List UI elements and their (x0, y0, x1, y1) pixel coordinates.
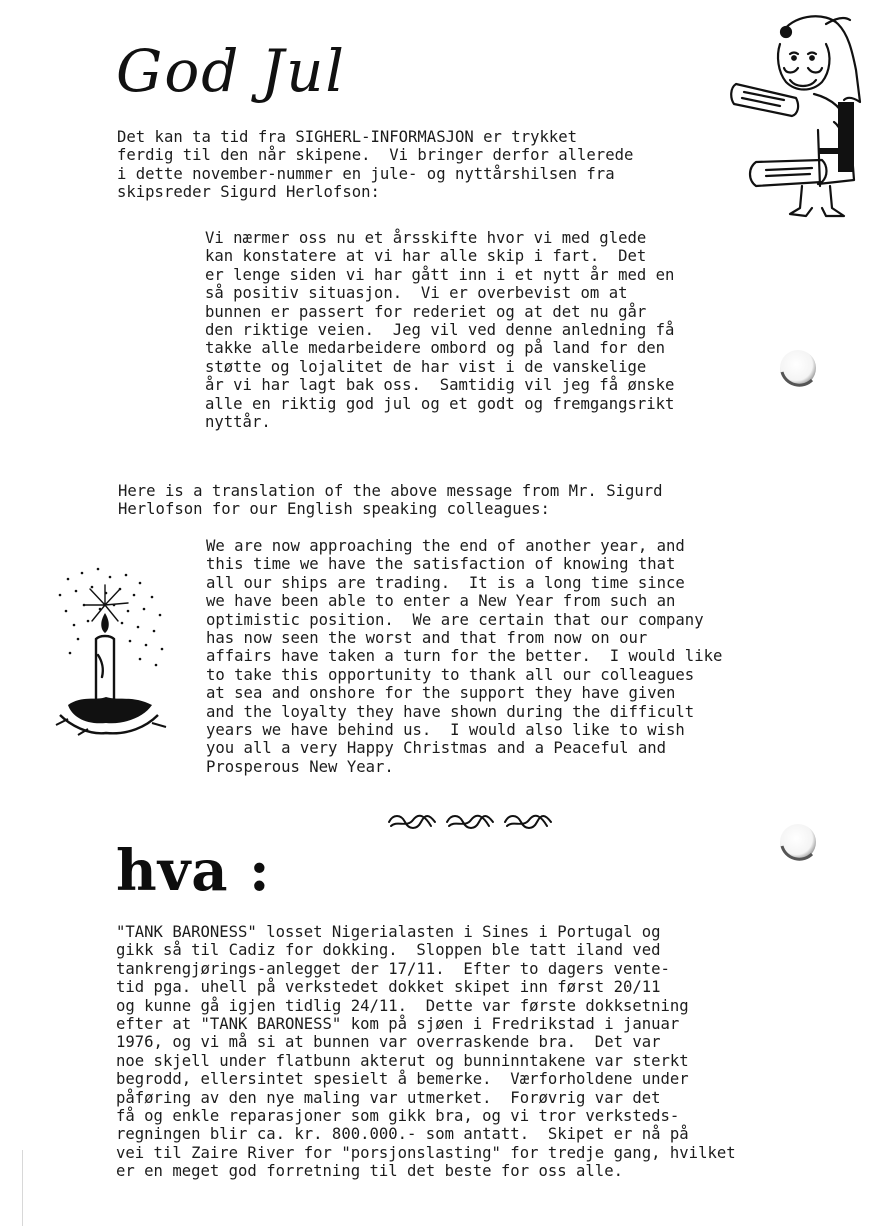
message-line: alle en riktig god jul og et godt og fremgangsrikt (205, 394, 675, 413)
report-line: regningen blir ca. kr. 800.000.- som antatt. Skipet er nå på (116, 1125, 689, 1144)
message-line: has now seen the worst and that from now on our (206, 629, 648, 648)
message-line: all our ships are trading. It is a long time since (206, 573, 685, 592)
message-line: We are now approaching the end of another year, and (206, 537, 685, 555)
message-line: bunnen er passert for rederiet og at det nu går (205, 302, 647, 321)
message-line: så positiv situasjon. Vi er overbevist om at (205, 284, 628, 303)
section-heading: hva : (116, 838, 271, 904)
message-line: er lenge siden vi har gått inn i et nytt år med en (205, 265, 675, 284)
message-line: takke alle medarbeidere ombord og på land for den (205, 339, 666, 358)
message-line: Prosperous New Year. (206, 757, 394, 776)
intro-line: Det kan ta tid fra SIGHERL-INFORMASJON er trykket (117, 128, 578, 146)
report-line: er en meget god forretning til det beste for oss alle. (116, 1162, 623, 1181)
message-line: nyttår. (205, 413, 271, 432)
report-line: og kunne gå igjen tidlig 24/11. Dette var første dokksetning (116, 996, 689, 1015)
translation-intro (118, 482, 663, 519)
report-line: påføring av den nye maling var utmerket. Forøvrig var det (116, 1088, 661, 1107)
report-line: gikk så til Cadiz for dokking. Sloppen ble tatt iland ved (116, 941, 661, 960)
report-line: få og enkle reparasjoner som gikk bra, og vi tror verksteds- (116, 1107, 680, 1126)
report-line: efter at "TANK BARONESS" kom på sjøen i Fredrikstad i januar (116, 1015, 680, 1034)
message-line: you all a very Happy Christmas and a Peaceful and (206, 739, 667, 758)
report-line: noe skjell under flatbunn akterut og bunninntakene var sterkt (116, 1051, 689, 1070)
report-line: tankrengjørings-anlegget der 17/11. Efter to dagers vente- (116, 959, 670, 978)
punch-hole-icon (776, 820, 820, 864)
message-line: at sea and onshore for the support they have given (206, 684, 676, 703)
report-line: "TANK BARONESS" losset Nigerialasten i Sines i Portugal og (116, 923, 661, 941)
message-line: to take this opportunity to thank all our colleagues (206, 665, 695, 684)
intro-line: Herlofson for our English speaking colleagues: (118, 500, 550, 519)
santa-claus-with-scroll-icon (726, 10, 866, 225)
intro-line: skipsreder Sigurd Herlofson: (117, 183, 380, 202)
message-line: år vi har lagt bak oss. Samtidig vil jeg få ønske (205, 376, 675, 395)
message-line: Vi nærmer oss nu et årsskifte hvor vi med glede (205, 229, 647, 247)
christmas-candle-icon (48, 565, 173, 740)
message-line: and the loyalty they have shown during the difficult (206, 702, 695, 721)
page-title: God Jul (116, 37, 346, 105)
ornamental-divider-icon (385, 810, 557, 832)
message-line: kan konstatere at vi har alle skip i fart. Det (205, 247, 647, 266)
message-line: this time we have the satisfaction of knowing that (206, 555, 676, 574)
punch-hole-icon (776, 346, 820, 390)
english-message (206, 537, 722, 776)
intro-line: i dette november-nummer en jule- og nyttårshilsen fra (117, 164, 615, 183)
report-line: 1976, og vi må si at bunnen var overraskende bra. Det var (116, 1033, 661, 1052)
report-line: vei til Zaire River for "porsjonslasting" for tredje gang, hvilket (116, 1143, 736, 1162)
report-paragraph (116, 923, 736, 1181)
intro-paragraph (117, 128, 633, 202)
message-line: optimistic position. We are certain that our company (206, 610, 704, 629)
message-line: affairs have taken a turn for the better. I would like (206, 647, 723, 666)
intro-line: ferdig til den når skipene. Vi bringer derfor allerede (117, 146, 634, 165)
message-line: we have been able to enter a New Year from such an (206, 592, 676, 611)
report-line: tid pga. uhell på verkstedet dokket skipet inn først 20/11 (116, 978, 661, 997)
message-line: years we have behind us. I would also like to wish (206, 721, 685, 740)
report-line: begrodd, ellersintet spesielt å bemerke. Værforholdene under (116, 1070, 689, 1089)
intro-line: Here is a translation of the above message from Mr. Sigurd (118, 482, 663, 500)
scan-margin-line (22, 1150, 23, 1226)
norwegian-message (205, 229, 674, 431)
message-line: den riktige veien. Jeg vil ved denne anledning få (205, 321, 675, 340)
message-line: støtte og lojalitet de har vist i de vanskelige (205, 357, 647, 376)
